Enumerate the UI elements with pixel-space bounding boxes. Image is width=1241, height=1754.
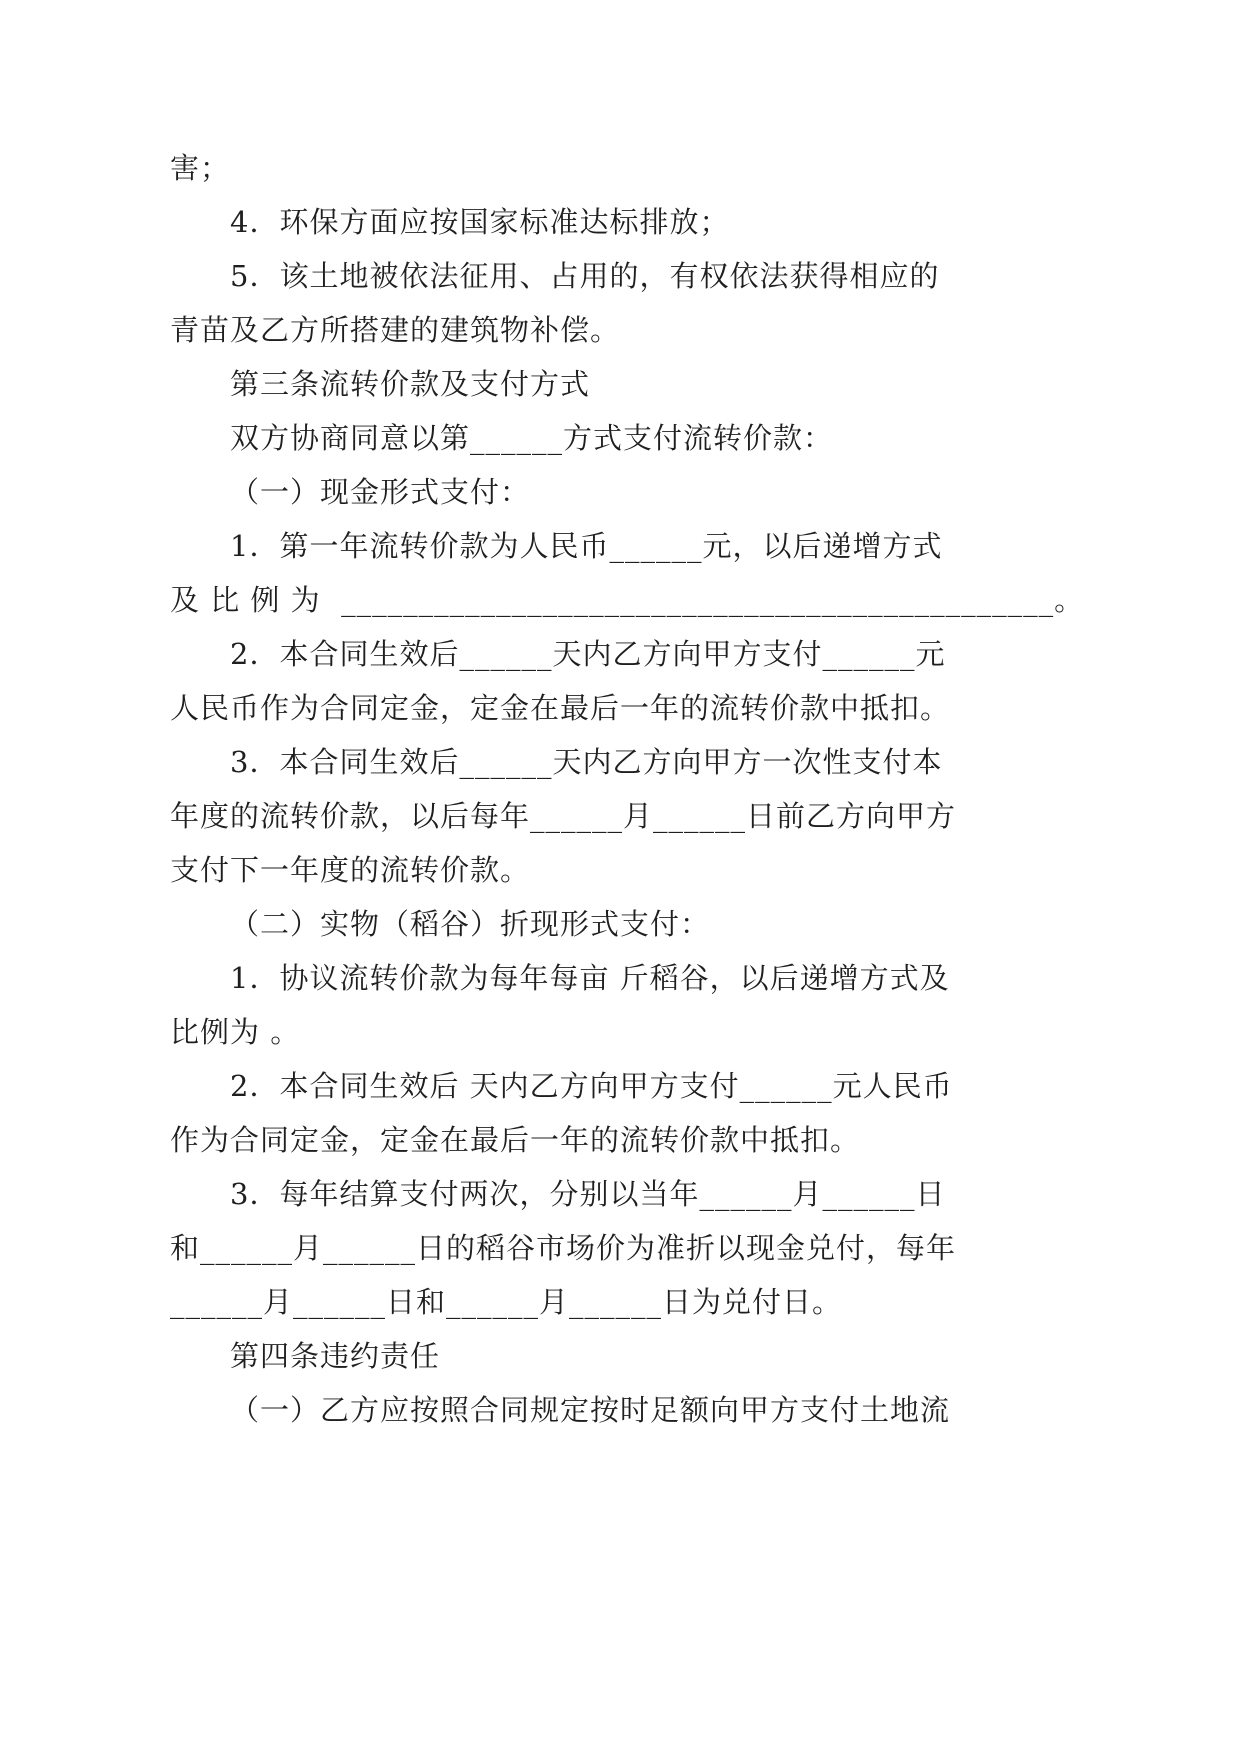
text-line-19: 作为合同定金，定金在最后一年的流转价款中抵扣。 xyxy=(170,1123,861,1157)
text-line-21: 和______月______日的稻谷市场价为准折以现金兑付，每年 xyxy=(170,1231,957,1265)
text-line-6: 双方协商同意以第______方式支付流转价款： xyxy=(230,421,834,455)
text-line-22: ______月______日和______月______日为兑付日。 xyxy=(170,1285,843,1319)
text-line-24: （一）乙方应按照合同规定按时足额向甲方支付土地流 xyxy=(230,1393,951,1427)
text-line-14: 支付下一年度的流转价款。 xyxy=(170,853,531,887)
section-heading-3: 第三条流转价款及支付方式 xyxy=(230,367,591,401)
subsection-heading-grain: （二）实物（稻谷）折现形式支付： xyxy=(230,907,711,941)
subsection-heading-cash: （一）现金形式支付： xyxy=(230,475,531,509)
text-line-18: 2．本合同生效后 天内乙方向甲方支付______元人民币 xyxy=(230,1069,953,1103)
text-line-1: 害； xyxy=(170,151,231,185)
text-line-16: 1．协议流转价款为每年每亩 斤稻谷，以后递增方式及 xyxy=(230,961,950,995)
text-line-12: 3．本合同生效后______天内乙方向甲方一次性支付本 xyxy=(230,745,943,779)
text-line-2: 4．环保方面应按国家标准达标排放； xyxy=(230,205,730,239)
text-line-4: 青苗及乙方所搭建的建筑物补偿。 xyxy=(170,313,621,347)
section-heading-4: 第四条违约责任 xyxy=(230,1339,441,1373)
text-line-10: 2．本合同生效后______天内乙方向甲方支付______元 xyxy=(230,637,946,671)
text-line-13: 年度的流转价款，以后每年______月______日前乙方向甲方 xyxy=(170,799,957,833)
text-line-8: 1．第一年流转价款为人民币______元，以后递增方式 xyxy=(230,529,943,563)
text-line-20: 3．每年结算支付两次，分别以当年______月______日 xyxy=(230,1177,946,1211)
text-line-11: 人民币作为合同定金，定金在最后一年的流转价款中抵扣。 xyxy=(170,691,951,725)
text-line-3: 5．该土地被依法征用、占用的，有权依法获得相应的 xyxy=(230,259,940,293)
text-line-9: 及 比 例 为 ______________________________________________。 xyxy=(170,583,1085,617)
text-line-17: 比例为 。 xyxy=(170,1015,301,1049)
